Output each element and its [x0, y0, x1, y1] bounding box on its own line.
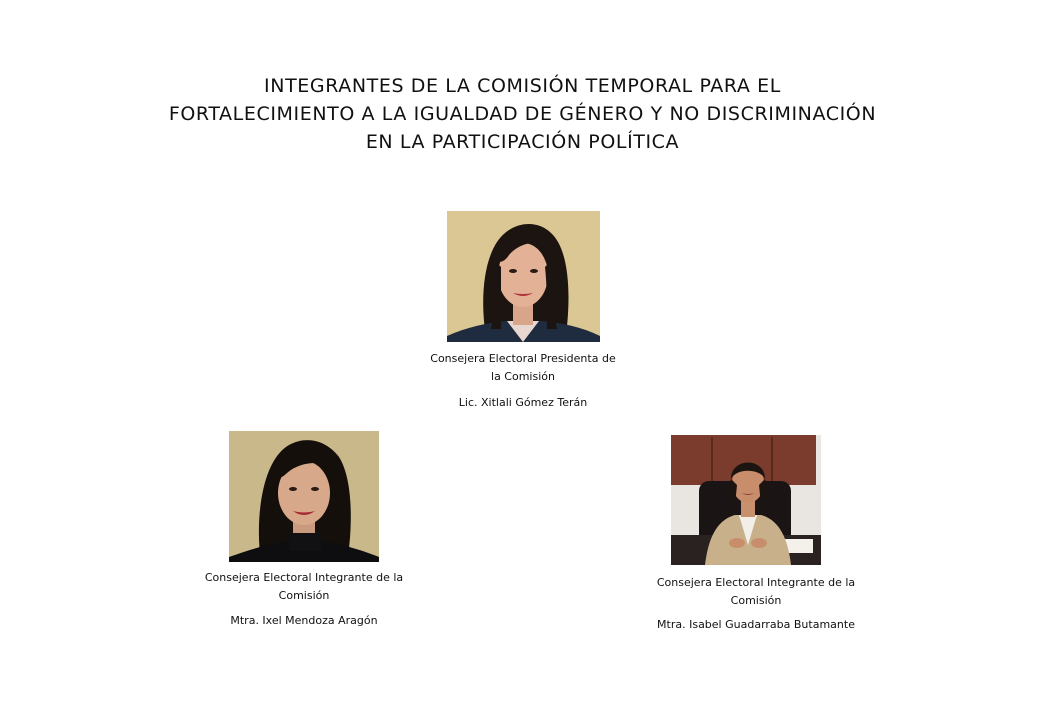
member-name-left: Mtra. Ixel Mendoza Aragón: [230, 614, 378, 627]
role-line-1: Consejera Electoral Integrante de la: [656, 576, 856, 589]
role-line-2: Comisión: [278, 589, 330, 602]
title-line-1: INTEGRANTES DE LA COMISIÓN TEMPORAL PARA EL: [264, 75, 781, 97]
member-photo-right: [671, 435, 821, 565]
title-line-2: FORTALECIMIENTO A LA IGUALDAD DE GÉNERO Y NO DISCRIMINACIÓN: [168, 103, 877, 125]
role-line-1: Consejera Electoral Integrante de la: [204, 571, 404, 584]
document-title: [60, 72, 985, 156]
member-photo-left: [229, 431, 379, 562]
member-role-president: [400, 350, 646, 386]
office-portrait-image: [671, 435, 821, 565]
title-line-3: EN LA PARTICIPACIÓN POLÍTICA: [365, 131, 680, 153]
member-name-president: Lic. Xitlali Gómez Terán: [458, 396, 588, 409]
portrait-image: [229, 431, 379, 562]
member-role-right: [630, 574, 882, 610]
portrait-image: [447, 211, 600, 342]
member-photo-president: [447, 211, 600, 342]
member-role-left: [180, 569, 428, 605]
member-name-right: Mtra. Isabel Guadarraba Butamante: [657, 618, 855, 631]
role-line-1: Consejera Electoral Presidenta de: [430, 352, 616, 365]
role-line-2: la Comisión: [491, 370, 555, 383]
role-line-2: Comisión: [730, 594, 782, 607]
